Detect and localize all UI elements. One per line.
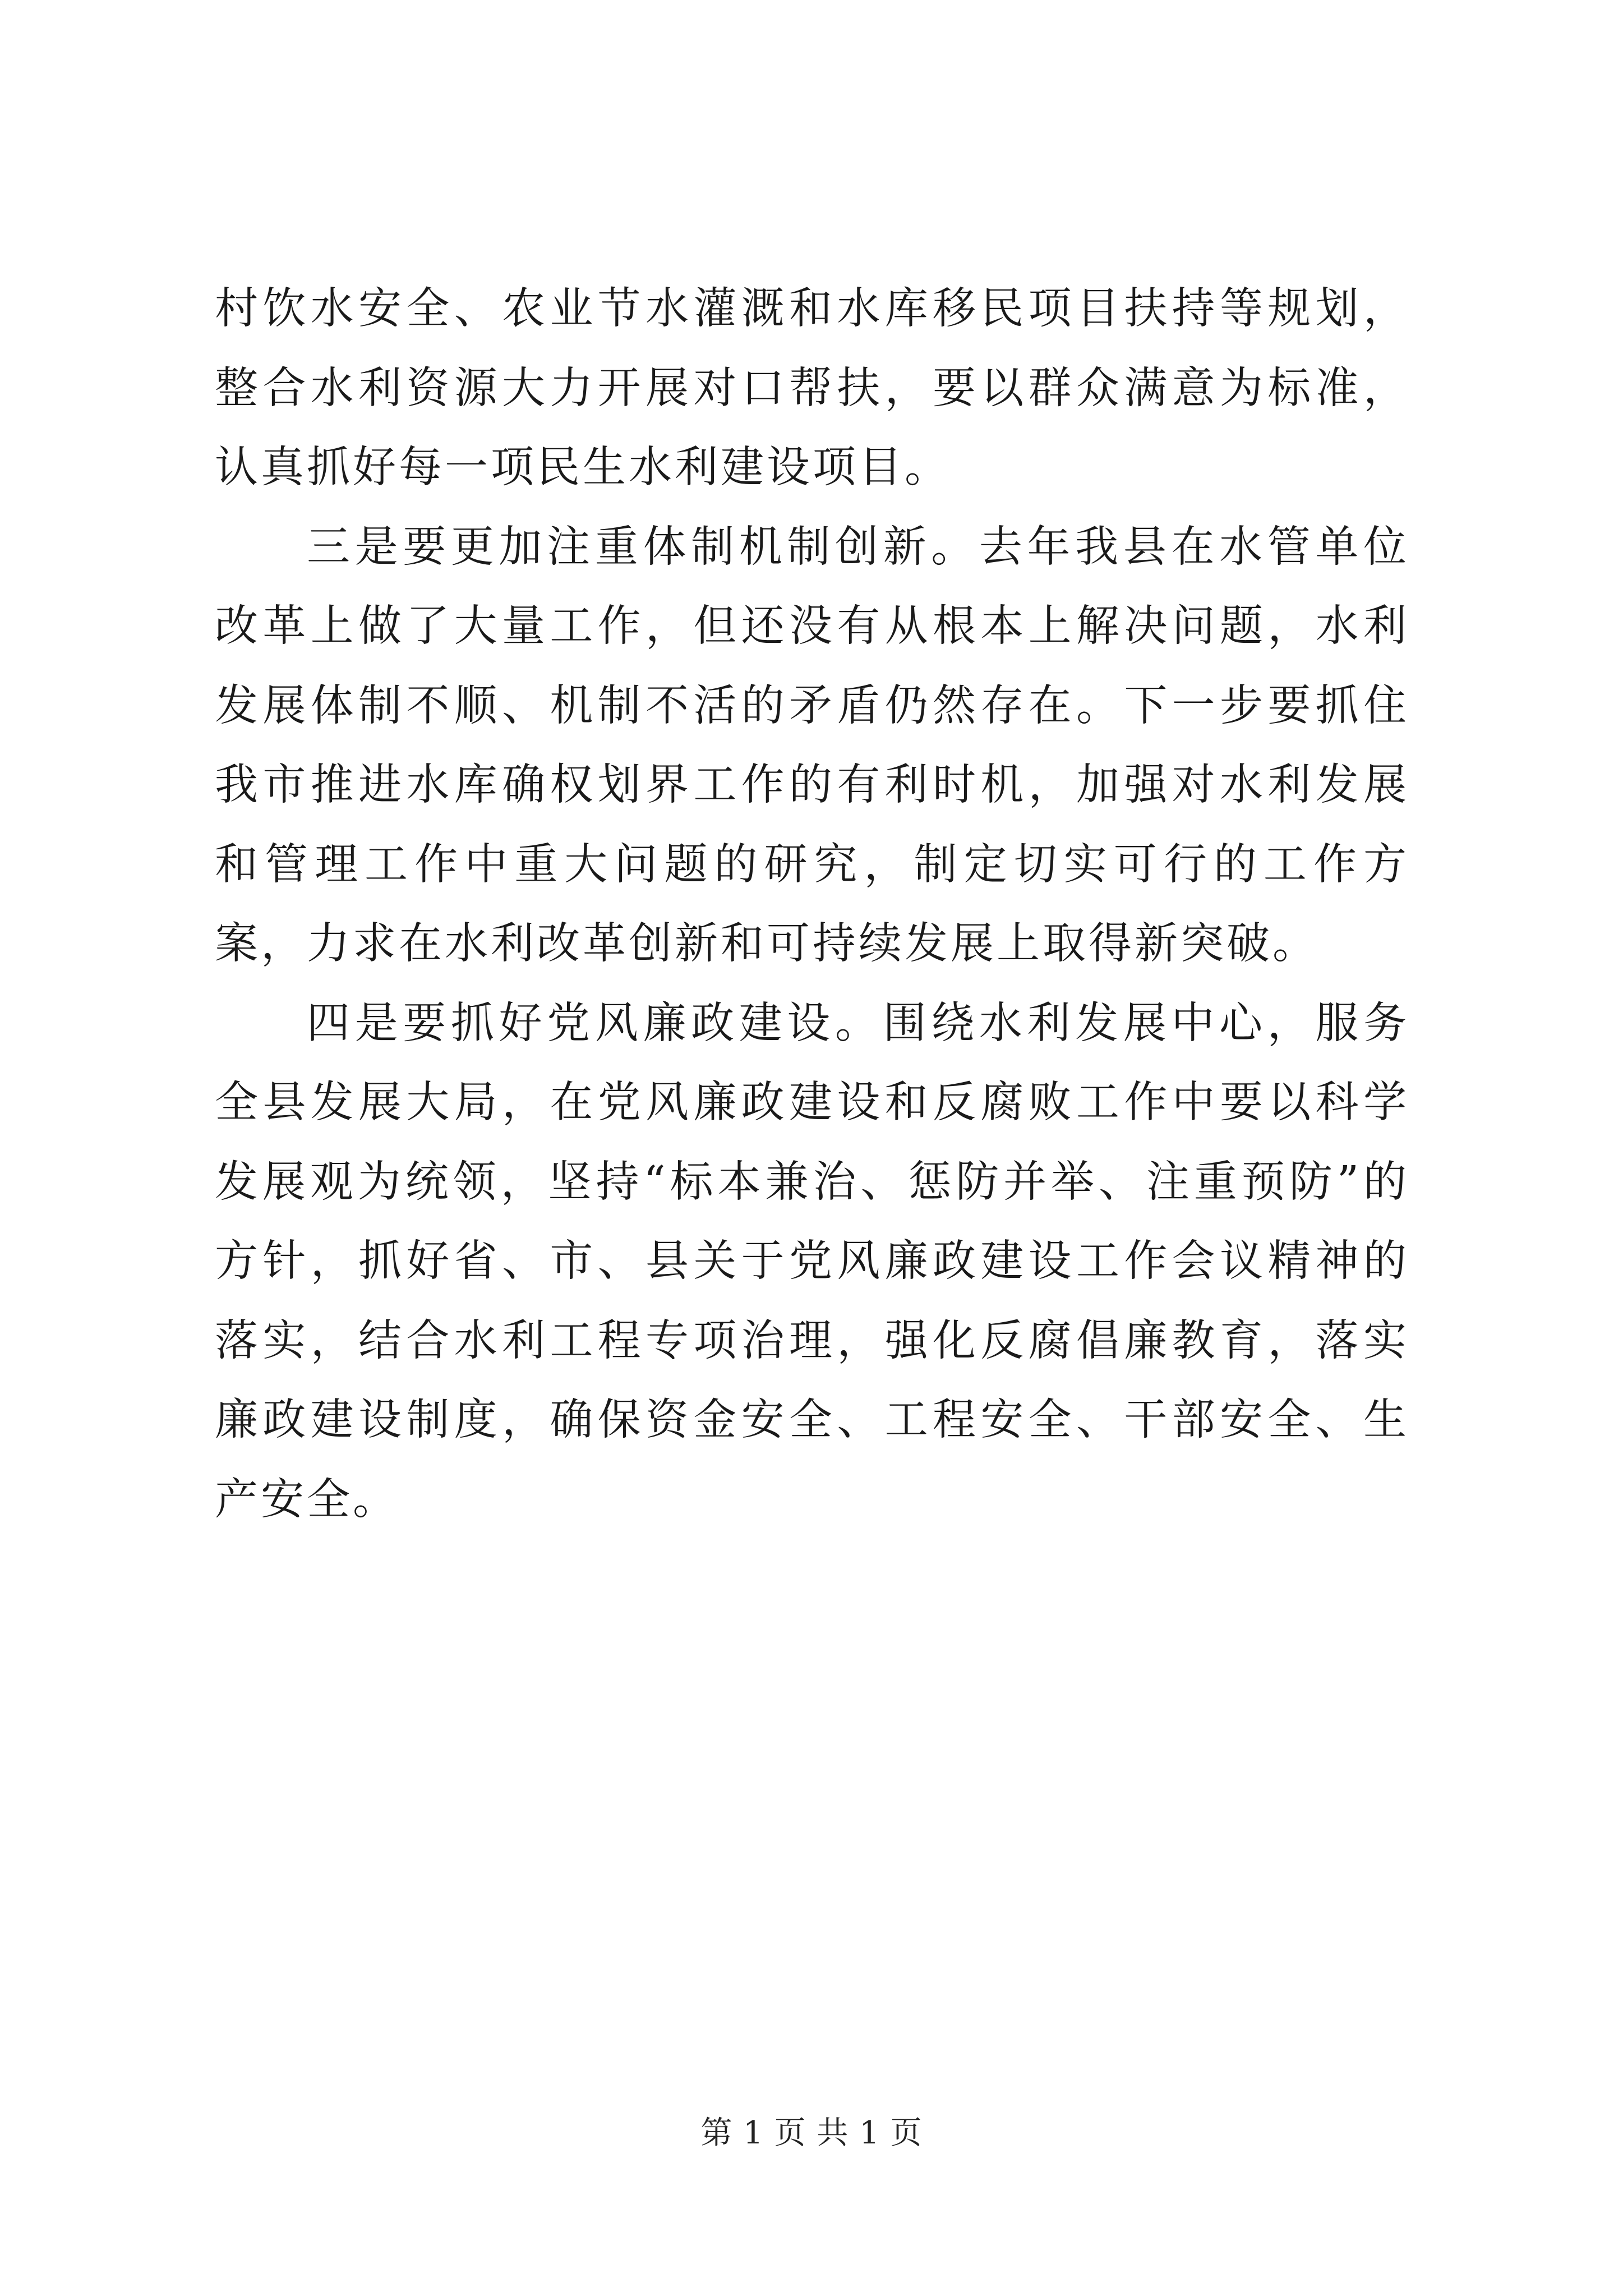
document-body xyxy=(215,269,1409,1539)
paragraph-party-conduct: 四是要抓好党风廉政建设。围绕水利发展中心，服务全县发展大局，在党风廉政建设和反腐败工作中要以科学发展观为统领，坚持“标本兼治、惩防并举、注重预防”的方针，抓好省、市、县关于党风廉政建设工作会议精神的落实，结合水利工程专项治理，强化反腐倡廉教育，落实廉政建设制度，确保资金安全、工程安全、干部安全、生产安全。 xyxy=(215,998,1409,1525)
paragraph-continuation: 村饮水安全、农业节水灌溉和水库移民项目扶持等规划，整合水利资源大力开展对口帮扶，要以群众满意为标准，认真抓好每一项民生水利建设项目。 xyxy=(215,284,1409,493)
page-footer: 第 1 页 共 1 页 xyxy=(700,2115,923,2151)
paragraph-institutional-reform: 三是要更加注重体制机制创新。去年我县在水管单位改革上做了大量工作，但还没有从根本上解决问题，水利发展体制不顺、机制不活的矛盾仍然存在。下一步要抓住我市推进水库确权划界工作的有利时机，加强对水利发展和管理工作中重大问题的研究，制定切实可行的工作方案，力求在水利改革创新和可持续发展上取得新突破。 xyxy=(215,522,1409,969)
